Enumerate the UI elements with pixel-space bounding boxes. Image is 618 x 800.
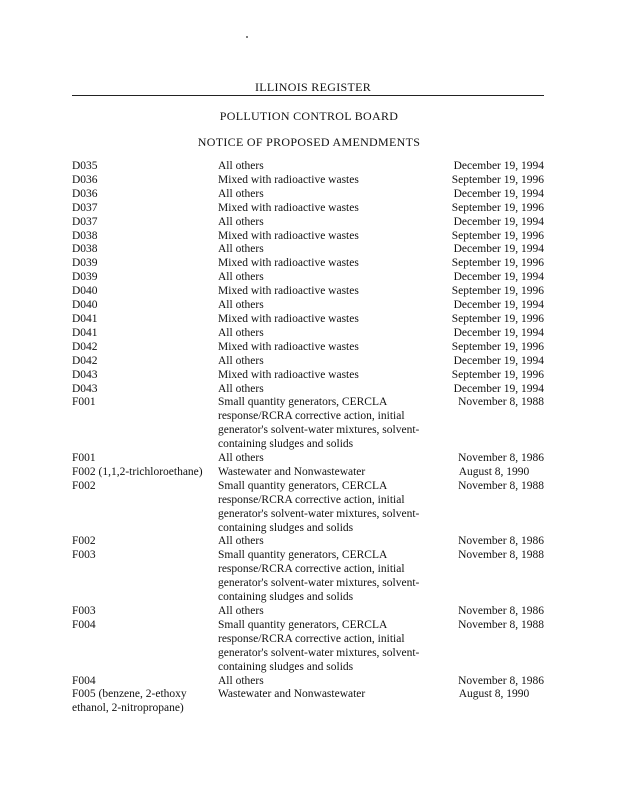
effective-date: August 8, 1990 [458,465,530,478]
waste-code: D039 [72,257,98,270]
notice-title: NOTICE OF PROPOSED AMENDMENTS [197,135,421,149]
waste-description: Small quantity generators, CERCLA response/RCRA corrective action, initial generator's solvent-water mixtures, solvent-containing sludges and solids [218,479,420,534]
waste-description: Mixed with radioactive wastes [218,285,359,298]
effective-date: September 19, 1996 [451,368,544,381]
table-row [72,452,544,466]
waste-code: D040 [72,285,98,298]
waste-code: F005 (benzene, 2-ethoxy ethanol, 2-nitropropane) [72,688,187,715]
effective-date: September 19, 1996 [451,201,544,214]
waste-code: D035 [72,160,98,172]
waste-code: D036 [72,173,98,186]
table-row [72,535,544,549]
waste-code: D041 [72,312,98,325]
waste-description: All others [218,299,264,312]
table-row [72,327,544,341]
effective-date: December 19, 1994 [453,271,544,284]
effective-date: September 19, 1996 [451,285,544,298]
waste-description: All others [218,215,264,228]
effective-date: November 8, 1986 [458,452,544,465]
table-row [72,675,544,689]
waste-description: Small quantity generators, CERCLA response/RCRA corrective action, initial generator's solvent-water mixtures, solvent-containing sludges and solids [218,396,420,451]
effective-date: November 8, 1986 [458,605,544,617]
effective-date: December 19, 1994 [453,243,544,256]
effective-date: November 8, 1988 [458,549,544,562]
effective-date: September 19, 1996 [451,229,544,242]
waste-description: All others [218,535,264,548]
table-row [72,160,544,174]
waste-code: D036 [72,187,98,200]
waste-code: F003 [72,549,96,562]
table-row [72,605,544,619]
waste-code: D043 [72,368,98,381]
effective-date: September 19, 1996 [451,312,544,325]
effective-date: December 19, 1994 [453,382,544,395]
effective-date: December 19, 1994 [453,187,544,200]
table-row [72,549,544,605]
waste-description: Small quantity generators, CERCLA response/RCRA corrective action, initial generator's solvent-water mixtures, solvent-containing sludges and solids [218,618,420,673]
waste-description: All others [218,271,264,284]
waste-description: All others [218,354,264,367]
waste-code: F003 [72,605,96,617]
waste-description: Mixed with radioactive wastes [218,312,359,325]
waste-description: All others [218,674,264,687]
waste-description: All others [218,382,264,395]
waste-description: All others [218,160,264,172]
effective-date: November 8, 1988 [458,396,544,409]
waste-code: D037 [72,201,98,214]
waste-code: F002 [72,479,96,492]
waste-code: D038 [72,229,98,242]
waste-description: Mixed with radioactive wastes [218,201,359,214]
table-row [72,383,544,397]
waste-code: D038 [72,243,98,256]
effective-date: September 19, 1996 [451,257,544,270]
waste-code: D037 [72,215,98,228]
table-row [72,396,544,452]
waste-description: All others [218,243,264,256]
table-row [72,619,544,675]
effective-date: December 19, 1994 [453,354,544,367]
effective-date: November 8, 1986 [458,674,544,687]
table-row [72,355,544,369]
waste-code: D040 [72,299,98,312]
waste-description: Small quantity generators, CERCLA response/RCRA corrective action, initial generator's solvent-water mixtures, solvent-containing sludges and solids [218,549,420,604]
table-row [72,243,544,257]
table-row [72,313,544,327]
effective-date: September 19, 1996 [451,173,544,186]
effective-date: August 8, 1990 [458,688,530,701]
effective-date: November 8, 1986 [458,535,544,548]
waste-description: All others [218,605,264,617]
table-row [72,466,544,480]
effective-date: November 8, 1988 [458,479,544,492]
waste-description: All others [218,187,264,200]
effective-date: December 19, 1994 [453,299,544,312]
waste-description: Wastewater and Nonwastewater [218,688,366,701]
page-header [0,80,618,95]
table-row [72,202,544,216]
waste-code: D041 [72,326,98,339]
waste-description: Wastewater and Nonwastewater [218,465,366,478]
table-row [72,188,544,202]
table-row [72,271,544,285]
table-row [72,688,544,716]
waste-code: F002 (1,1,2-trichloroethane) [72,465,203,478]
waste-code: D043 [72,382,98,395]
waste-code: D042 [72,354,98,367]
effective-date: November 8, 1988 [458,618,544,631]
waste-code-table [72,160,544,716]
table-row [72,299,544,313]
waste-code: D039 [72,271,98,284]
table-row [72,285,544,299]
effective-date: December 19, 1994 [453,326,544,339]
header-rule [72,95,544,96]
table-row [72,174,544,188]
board-title: POLLUTION CONTROL BOARD [219,109,399,123]
waste-description: Mixed with radioactive wastes [218,257,359,270]
table-row [72,369,544,383]
effective-date: December 19, 1994 [453,160,544,172]
table-row [72,341,544,355]
table-row [72,216,544,230]
waste-code: F004 [72,674,96,687]
table-row [72,480,544,536]
effective-date: December 19, 1994 [453,215,544,228]
waste-code: F001 [72,452,96,465]
waste-code: F004 [72,618,96,631]
waste-code: F001 [72,396,96,409]
table-row [72,257,544,271]
waste-description: All others [218,452,264,465]
scan-speck [246,36,248,38]
waste-description: Mixed with radioactive wastes [218,173,359,186]
waste-description: Mixed with radioactive wastes [218,229,359,242]
waste-description: Mixed with radioactive wastes [218,368,359,381]
table-row [72,230,544,244]
waste-code: F002 [72,535,96,548]
waste-description: Mixed with radioactive wastes [218,340,359,353]
waste-code: D042 [72,340,98,353]
waste-description: All others [218,326,264,339]
effective-date: September 19, 1996 [451,340,544,353]
register-title: ILLINOIS REGISTER [254,80,372,94]
